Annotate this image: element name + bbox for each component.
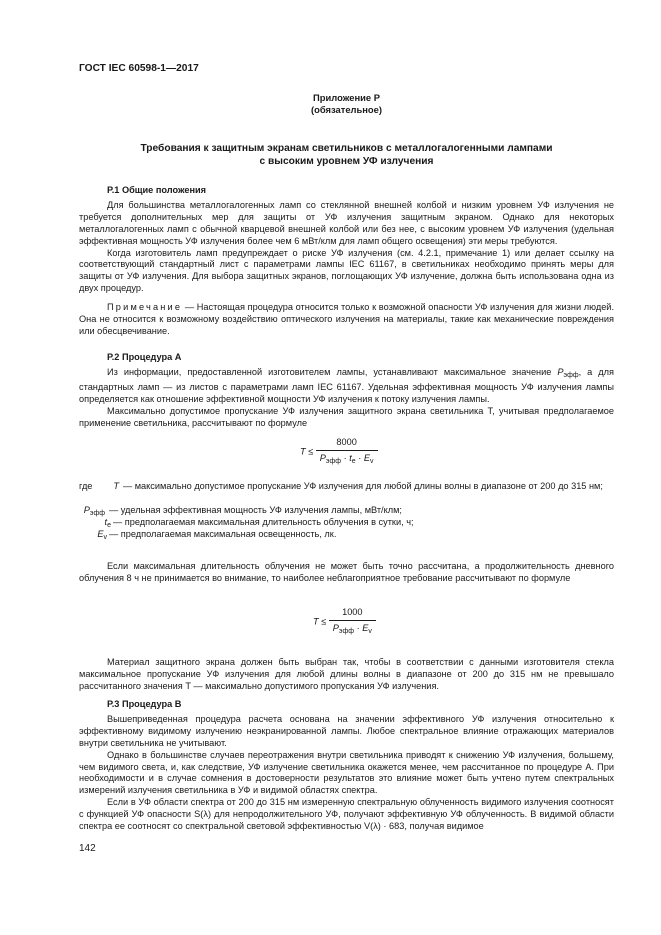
- page-number: 142: [79, 843, 96, 854]
- section-p3: [79, 699, 614, 833]
- paragraph: Однако в большинстве случаев переотражения внутри светильника приводят к снижению УФ излучения, большему, чем видимого света, и, как следствие, УФ излучение светильника окажется менее, чем рассчитанное по процедуре А. При необходимости и в случае сомнения в достоверности результатов это влияние может быть учтено путем спектральных измерений излучения светильника в УФ и видимой областях спектра.: [79, 749, 614, 796]
- definitions-list: [79, 481, 614, 541]
- main-title: [79, 142, 614, 168]
- note-text: — Настоящая процедура относится только к возможной опасности УФ излучения для жизни людей. Она не относится к возможному воздействию оптического излучения на материалы, такие как механические повреждения или обесцвечивание.: [79, 302, 614, 336]
- paragraph: Из информации, предоставленной изготовителем лампы, устанавливают максимальное значение $P_{эфф}$, а для стандартных ламп — из листов с параметрами ламп IEC 61167. Удельная эффективная мощность УФ излучения лампы определяется как отношение эффективной мощности УФ излучения к потоку излучения лампы.: [79, 366, 614, 404]
- section-p2-cont: [79, 561, 614, 585]
- paragraph: Когда изготовитель ламп предупреждает о риске УФ излучения (см. 4.2.1, примечание 1) или делает ссылку на соответствующий стандартный лист с параметрами лампы IEC 61167, в светильниках необходимо принять меры для защиты от УФ излучения. Для выбора защитных экранов, поглощающих УФ излучение, должна быть использована одна из двух процедур.: [79, 247, 614, 294]
- definition-row: $E_v$ — предполагаемая максимальная освещенность, лк.: [97, 529, 337, 541]
- appendix-title: Приложение Р: [313, 92, 380, 103]
- paragraph: Материал защитного экрана должен быть выбран так, чтобы в соответствии с данными изготовителя стекла максимальное пропускание УФ излучения для любой длины волны в диапазоне от 200 до 315 нм не превышало рассчитанного значения T — максимально допустимого пропускания УФ излучения.: [79, 657, 614, 691]
- section-p2-end: [79, 657, 614, 693]
- formula-2-denominator: $P_{эфф} \cdot E_v$: [332, 622, 372, 635]
- main-title-line1: Требования к защитным экранам светильников с металлогалогенными лампами: [140, 143, 553, 154]
- main-title-line2: с высоким уровнем УФ излучения: [259, 156, 434, 167]
- note-label: Примечание: [107, 302, 183, 313]
- formula-2: T ≤ $\frac{1000}{P_{эфф} \cdot E_v}$: [313, 607, 376, 638]
- formula-1-numerator: 8000: [316, 437, 378, 451]
- formula-2-numerator: 1000: [329, 607, 376, 621]
- appendix-heading: [79, 92, 614, 116]
- paragraph: Для большинства металлогалогенных ламп со стеклянной внешней колбой и низким уровнем УФ излучения не требуется дополнительных мер для защиты от УФ излучения защитным экраном. Однако для некоторых металлогалогенных ламп с обычной кварцевой внешней колбой или без нее, с высоким уровнем УФ излучения (удельная эффективная мощность УФ излучения более чем 6 мВт/клм для ламп общего освещения) эти меры требуются.: [79, 199, 614, 246]
- symbol-sub: эфф: [563, 371, 579, 379]
- formula-1-denominator: $P_{эфф} \cdot t_e \cdot E_v$: [319, 452, 374, 465]
- note: [79, 302, 614, 338]
- paragraph: Если в УФ области спектра от 200 до 315 нм измеренную спектральную облученность видимого излучения соотносят с функцией УФ опасности S(λ) для непродолжительного УФ, получают эффективную УФ облученность. В видимой области спектра ее соотносят со спектральной световой эффективностью V(λ) · 683, получая видимое: [79, 797, 614, 832]
- formula-2-fraction: [329, 607, 376, 638]
- section-p1: [79, 185, 614, 338]
- symbol-p: P: [557, 366, 564, 377]
- paragraph: Если максимальная длительность облучения не может быть точно рассчитана, а продолжительность дневного облучения 8 ч не принимается во внимание, то наиболее неблагоприятное требование рассчитывают по формуле: [79, 561, 614, 583]
- formula-1: T ≤ $\frac{8000}{P_{эфф} \cdot t_e \cdot E_v}$: [300, 437, 378, 468]
- formula-1-fraction: [316, 437, 378, 468]
- definition-row: $t_e$ — предполагаемая максимальная длительность облучения в сутки, ч;: [104, 517, 414, 529]
- appendix-status: (обязательное): [311, 104, 382, 115]
- definition-row: где T — максимально допустимое пропускание УФ излучения для любой длины волны в диапазоне от 200 до 315 нм;: [79, 481, 603, 491]
- paragraph: Максимально допустимое пропускание УФ излучения защитного экрана светильника T, учитывая предполагаемое применение светильника, рассчитывают по формуле: [79, 405, 614, 428]
- definition-row: $P_{эфф}$ — удельная эффективная мощность УФ излучения лампы, мВт/клм;: [83, 505, 402, 517]
- section-p2: [79, 352, 614, 429]
- paragraph: Вышеприведенная процедура расчета основана на значении эффективного УФ излучения относительно к эффективному видимому излучению неэкранированной лампы. Любое спектральное влияние отражающих материалов внутри светильника не учитывают.: [79, 713, 614, 748]
- section-heading: Р.2 Процедура А: [107, 352, 182, 362]
- section-heading: Р.1 Общие положения: [107, 185, 207, 195]
- definition-row-cont: [79, 493, 614, 505]
- standard-header: ГОСТ IEC 60598-1—2017: [79, 63, 199, 74]
- section-heading: Р.3 Процедура В: [107, 699, 182, 709]
- where-label: где: [79, 481, 93, 491]
